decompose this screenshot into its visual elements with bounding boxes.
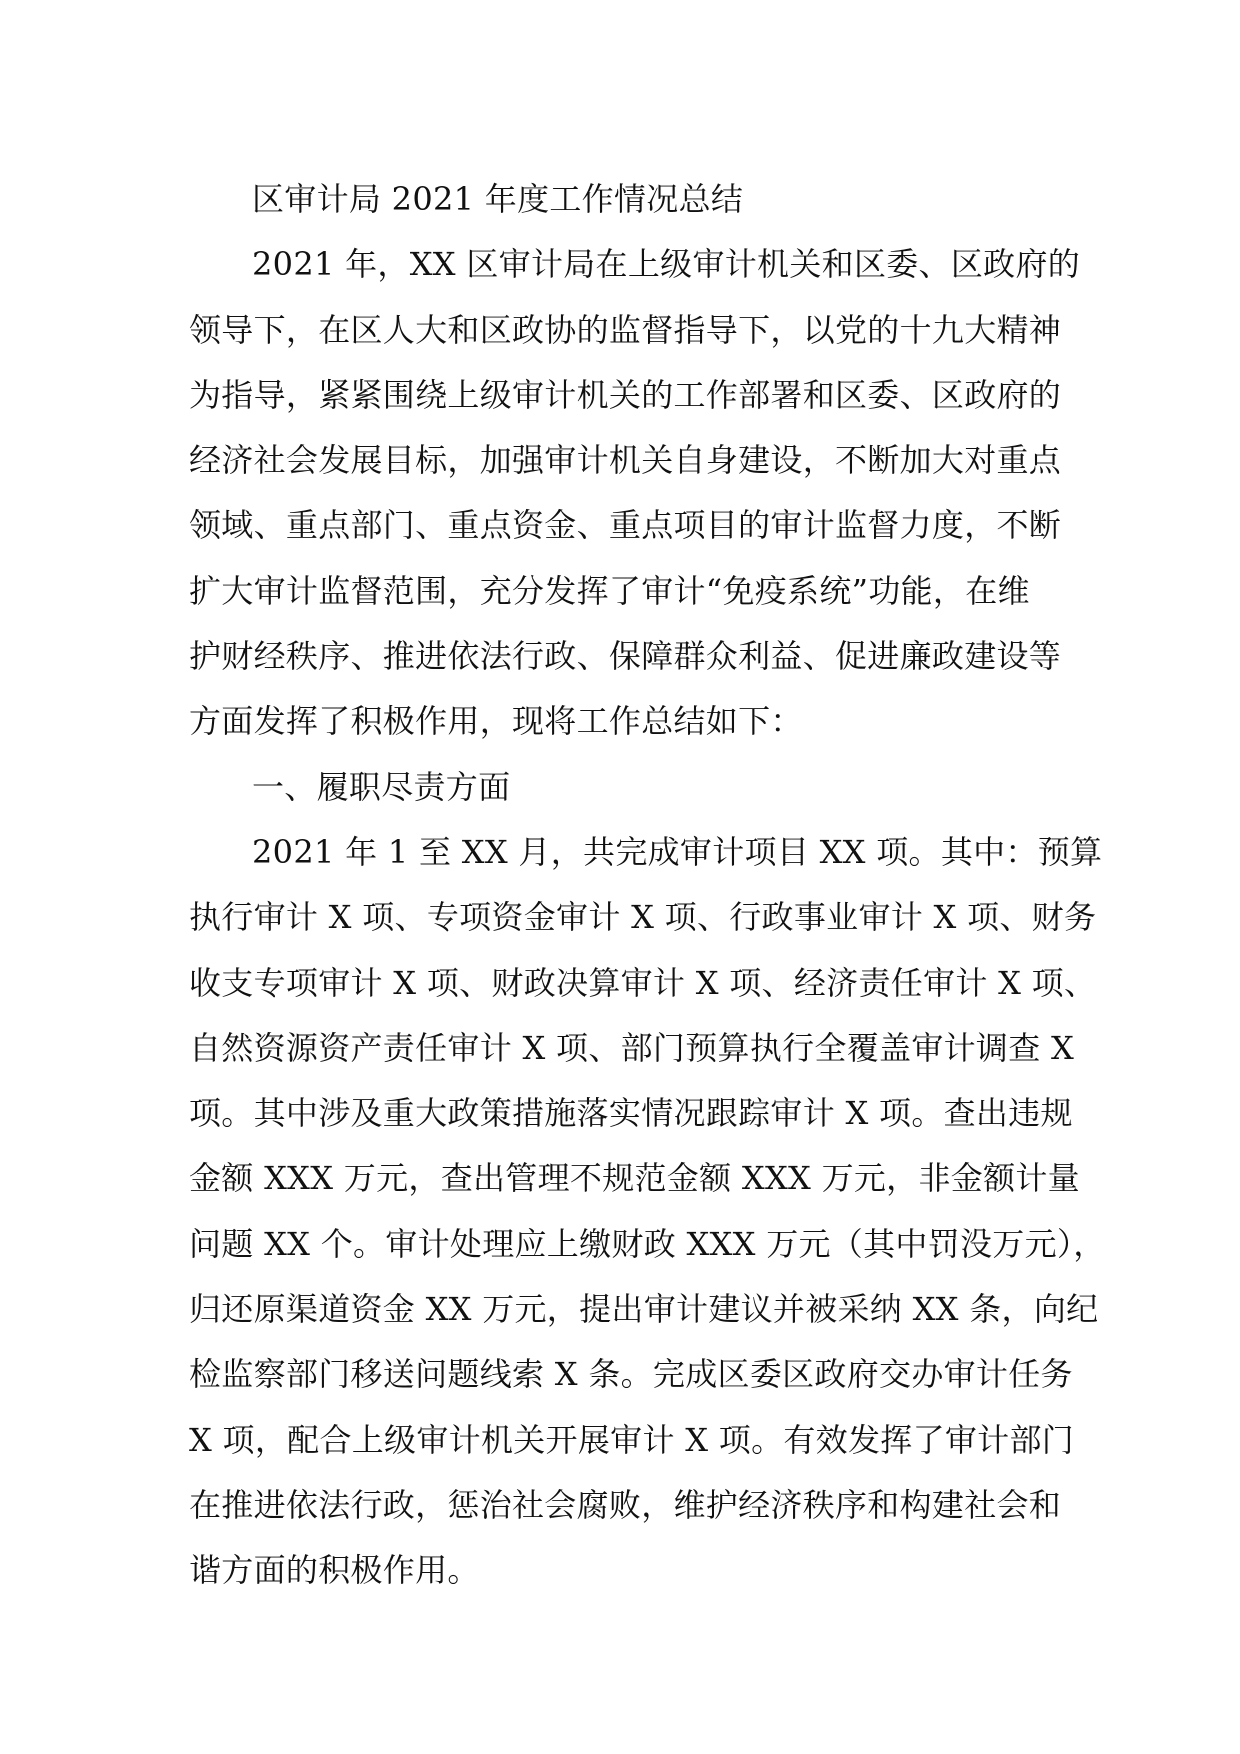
document-title — [189, 167, 1059, 232]
section-1-line: 金额 XXX 万元，查出管理不规范金额 XXX 万元，非金额计量 — [189, 1159, 1080, 1198]
intro-line: 为指导，紧紧围绕上级审计机关的工作部署和区委、区政府的 — [189, 375, 1062, 414]
intro-line: 经济社会发展目标，加强审计机关自身建设，不断加大对重点 — [189, 441, 1062, 480]
section-heading — [189, 755, 1059, 820]
intro-line: 2021 年，XX 区审计局在上级审计机关和区委、区政府的 — [252, 245, 1081, 284]
intro-line: 领域、重点部门、重点资金、重点项目的审计监督力度，不断 — [189, 506, 1062, 545]
section-1-line: 项。其中涉及重大政策措施落实情况跟踪审计 X 项。查出违规 — [189, 1094, 1073, 1133]
section-1-line: 2021 年 1 至 XX 月，共完成审计项目 XX 项。其中：预算 — [252, 832, 1103, 871]
section-1-line: 执行审计 X 项、专项资金审计 X 项、行政事业审计 X 项、财务 — [189, 898, 1097, 937]
title-line: 区审计局 2021 年度工作情况总结 — [252, 180, 744, 218]
section-1-heading: 一、履职尽责方面 — [252, 767, 511, 806]
section-1-line: 归还原渠道资金 XX 万元，提出审计建议并被采纳 XX 条，向纪 — [189, 1290, 1099, 1329]
document-body — [189, 167, 1106, 1604]
section-1-line: 收支专项审计 X 项、财政决算审计 X 项、经济责任审计 X 项、 — [189, 963, 1097, 1002]
section-1-line: 问题 XX 个。审计处理应上缴财政 XXX 万元（其中罚没万元）， — [189, 1224, 1106, 1263]
section-1-line: X 项，配合上级审计机关开展审计 X 项。有效发挥了审计部门 — [189, 1420, 1075, 1459]
section-1-line: 自然资源资产责任审计 X 项、部门预算执行全覆盖审计调查 X — [189, 1028, 1075, 1067]
section-1-line: 检监察部门移送问题线索 X 条。完成区委区政府交办审计任务 — [189, 1355, 1073, 1394]
section-1-line: 谐方面的积极作用。 — [189, 1551, 480, 1590]
intro-line: 扩大审计监督范围，充分发挥了审计“免疫系统”功能，在维 — [189, 571, 1030, 610]
intro-line: 领导下，在区人大和区政协的监督指导下，以党的十九大精神 — [189, 310, 1062, 349]
intro-line: 护财经秩序、推进依法行政、保障群众利益、促进廉政建设等 — [189, 637, 1062, 676]
section-1-line: 在推进依法行政，惩治社会腐败，维护经济秩序和构建社会和 — [189, 1485, 1062, 1524]
section-1-paragraph — [189, 820, 1106, 1604]
intro-line: 方面发挥了积极作用，现将工作总结如下： — [189, 702, 803, 741]
intro-paragraph — [189, 232, 1081, 754]
